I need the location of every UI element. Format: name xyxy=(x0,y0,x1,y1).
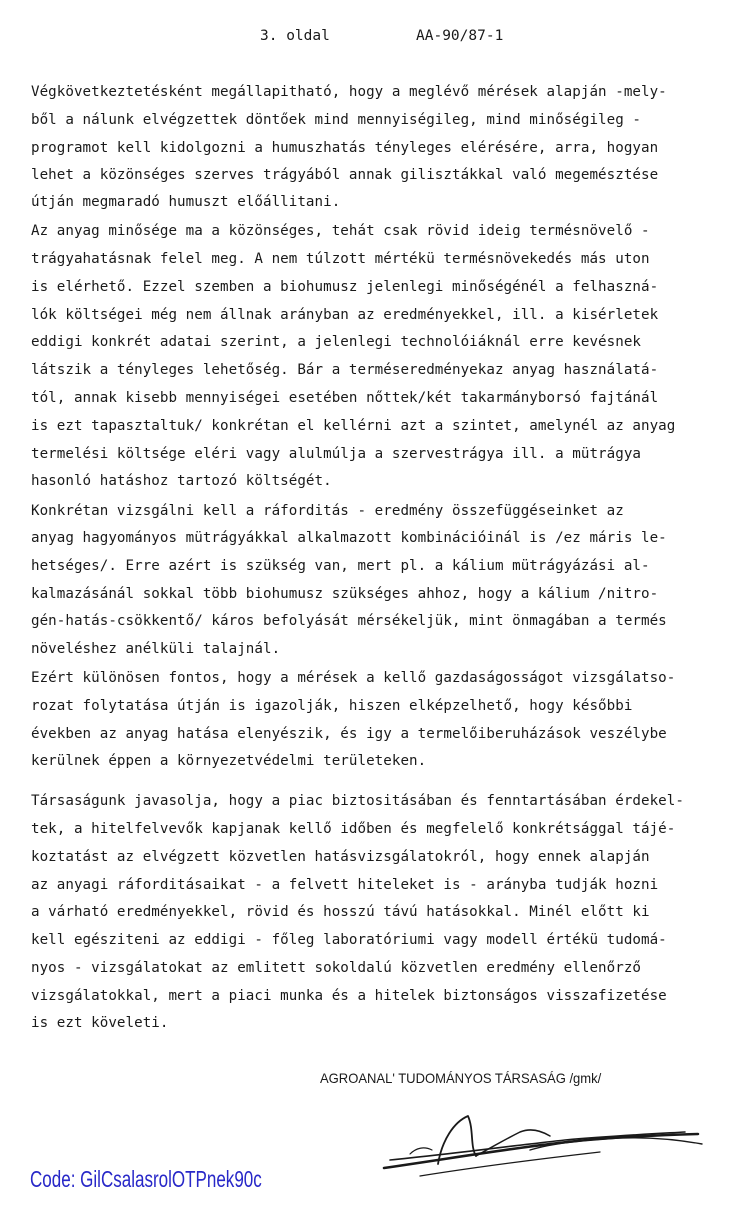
body-line: Végkövetkeztetésként megállapitható, hogy a meglévő mérések alapján -mely- xyxy=(31,84,667,100)
document-reference: AA-90/87-1 xyxy=(416,28,504,44)
body-line: rozat folytatása útján is igazolják, hiszen elképzelhető, hogy későbbi xyxy=(31,698,633,714)
body-line: nyos - vizsgálatokat az emlitett sokoldalú közvetlen eredmény ellenőrző xyxy=(31,960,642,976)
body-line: anyag hagyományos mütrágyákkal alkalmazott kombinációinál is /ez máris le- xyxy=(31,530,667,546)
handwritten-signature xyxy=(380,1110,710,1184)
body-line: gén-hatás-csökkentő/ káros befolyását mérsékeljük, mint önmagában a termés xyxy=(31,613,667,629)
body-line: lehet a közönséges szerves trágyából annak gilisztákkal való megemésztése xyxy=(31,167,659,183)
body-line: években az anyag hatása elenyészik, és igy a termelőiberuházások veszélybe xyxy=(31,726,667,742)
body-line: eddigi konkrét adatai szerint, a jelenlegi technolóiáknál erre kevésnek xyxy=(31,334,642,350)
body-line: is elérhető. Ezzel szemben a biohumusz jelenlegi minőségénél a felhaszná- xyxy=(31,279,659,295)
body-line: Ezért különösen fontos, hogy a mérések a kellő gazdaságosságot vizsgálatso- xyxy=(31,670,676,686)
body-line: ből a nálunk elvégzettek döntőek mind mennyiségileg, mind minőségileg - xyxy=(31,112,642,128)
code-stamp: Code: GilCsalasrolOTPnek90c xyxy=(30,1166,262,1192)
body-line: lók költségei még nem állnak arányban az eredményekkel, ill. a kisérletek xyxy=(31,307,659,323)
body-line: is ezt köveleti. xyxy=(31,1015,169,1031)
body-line: az anyagi ráforditásaikat - a felvett hiteleket is - arányba tudják hozni xyxy=(31,877,659,893)
body-line: koztatást az elvégzett közvetlen hatásvizsgálatokról, hogy ennek alapján xyxy=(31,849,650,865)
body-line: kerülnek éppen a környezetvédelmi területeken. xyxy=(31,753,427,769)
body-line: Konkrétan vizsgálni kell a ráforditás - eredmény összefüggéseinket az xyxy=(31,503,624,519)
body-line: hetséges/. Erre azért is szükség van, mert pl. a kálium mütrágyázási al- xyxy=(31,558,650,574)
body-line: a várható eredményekkel, rövid és hosszú távú hatásokkal. Minél előtt ki xyxy=(31,904,650,920)
body-line: vizsgálatokkal, mert a piaci munka és a hitelek biztonságos visszafizetése xyxy=(31,988,667,1004)
page-number: 3. oldal xyxy=(260,28,330,44)
signature-organization: AGROANAL' TUDOMÁNYOS TÁRSASÁG /gmk/ xyxy=(320,1070,602,1086)
body-line: látszik a tényleges lehetőség. Bár a terméseredményekaz anyag használatá- xyxy=(31,362,659,378)
body-line: trágyahatásnak felel meg. A nem túlzott mértékü termésnövekedés más uton xyxy=(31,251,650,267)
body-line: Az anyag minősége ma a közönséges, tehát csak rövid ideig termésnövelő - xyxy=(31,223,650,239)
body-line: programot kell kidolgozni a humuszhatás tényleges elérésére, arra, hogyan xyxy=(31,140,659,156)
body-line: termelési költsége eléri vagy alulmúlja a szervestrágya ill. a mütrágya xyxy=(31,446,642,462)
body-line: tól, annak kisebb mennyiségei esetében nőttek/két takarmányborsó fajtánál xyxy=(31,390,659,406)
body-line: hasonló hatáshoz tartozó költségét. xyxy=(31,473,332,489)
body-line: kalmazásánál sokkal több biohumusz szükséges ahhoz, hogy a kálium /nitro- xyxy=(31,586,659,602)
body-line: is ezt tapasztaltuk/ konkrétan el kellérni azt a szintet, amelynél az anyag xyxy=(31,418,676,434)
body-line: Társaságunk javasolja, hogy a piac biztositásában és fenntartásában érdekel- xyxy=(31,793,684,809)
body-line: növeléshez anélküli talajnál. xyxy=(31,641,281,657)
body-line: kell egésziteni az eddigi - főleg laboratóriumi vagy modell értékü tudomá- xyxy=(31,932,667,948)
body-line: tek, a hitelfelvevők kapjanak kellő időben és megfelelő konkrétsággal tájé- xyxy=(31,821,676,837)
signature-scribble-icon xyxy=(380,1110,710,1180)
body-line: útján megmaradó humuszt előállitani. xyxy=(31,194,341,210)
